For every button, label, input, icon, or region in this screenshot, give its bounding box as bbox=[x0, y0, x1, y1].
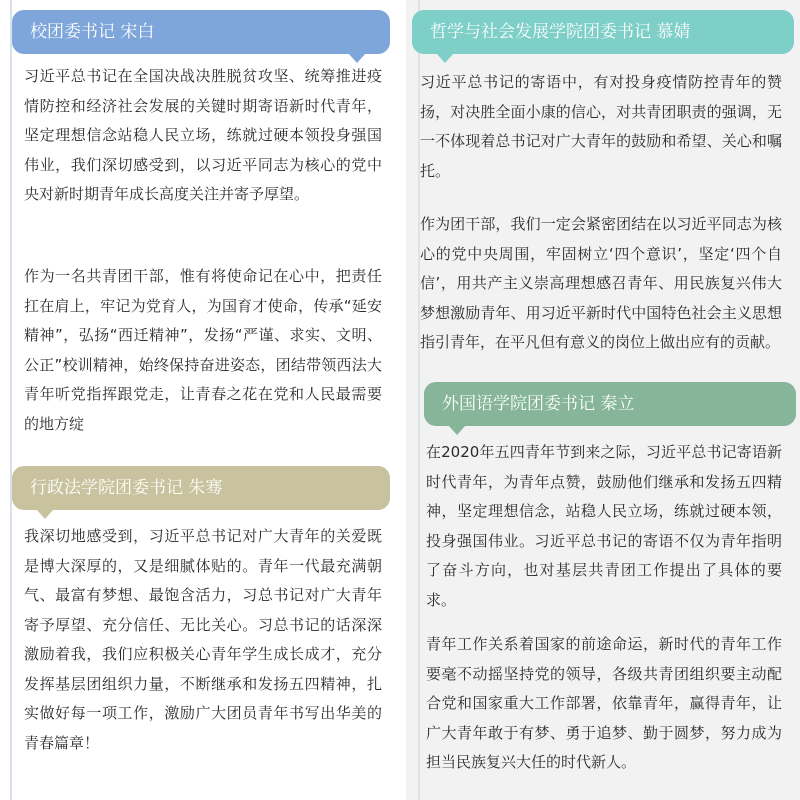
paragraph: 作为一名共青团干部，惟有将使命记在心中，把责任扛在肩上，牢记为党育人，为国育才使命，传承“延安精神”，弘扬“西迁精神”，发扬“严谨、求实、文明、公正”校训精神，始终保持奋进姿态，团结带领西法大青年听党指挥跟党走，让青春之花在党和人民最需要的地方绽 bbox=[24, 267, 382, 433]
section-title-banner bbox=[12, 10, 390, 54]
paragraph: 习近平总书记的寄语中，有对投身疫情防控青年的赞扬，对决胜全面小康的信心，对共青团职责的强调，无一不体现着总书记对广大青年的鼓励和希望、关心和嘱托。 bbox=[420, 73, 782, 180]
paragraph: 习近平总书记在全国决战决胜脱贫攻坚、统筹推进疫情防控和经济社会发展的关键时期寄语新时代青年，坚定理想信念站稳人民立场，练就过硬本领投身强国伟业，我们深切感受到，以习近平同志为核心的党中央对新时期青年成长高度关注并寄予厚望。 bbox=[24, 67, 382, 203]
paragraph: 在2020年五四青年节到来之际，习近平总书记寄语新时代青年，为青年点赞，鼓励他们继承和发扬五四精神，坚定理想信念，站稳人民立场，练就过硬本领，投身强国伟业。习近平总书记的寄语不仅为青年指明了奋斗方向，也对基层共青团工作提出了具体的要求。 bbox=[426, 443, 782, 609]
paragraph: 我深切地感受到，习近平总书记对广大青年的关爱既是博大深厚的，又是细腻体贴的。青年一代最充满朝气、最富有梦想、最饱含活力，习总书记对广大青年寄予厚望、充分信任、无比关心。习总书记的话深深激励着我，我们应积极关心青年学生成长成才，充分发挥基层团组织力量，不断继承和发扬五四精神，扎实做好每一项工作，激励广大团员青年书写出华美的青春篇章！ bbox=[24, 527, 382, 752]
section-title-banner bbox=[424, 382, 796, 426]
section-title: 外国语学院团委书记 秦立 bbox=[442, 394, 635, 414]
left-accent-line bbox=[10, 0, 12, 800]
section-title-banner bbox=[12, 466, 390, 510]
section-title: 行政法学院团委书记 朱骞 bbox=[30, 478, 223, 498]
right-column bbox=[406, 0, 800, 800]
paragraph: 青年工作关系着国家的前途命运，新时代的青年工作要毫不动摇坚持党的领导，各级共青团组织要主动配合党和国家重大工作部署，依靠青年，赢得青年，让广大青年敢于有梦、勇于追梦、勤于圆梦，努力成为担当民族复兴大任的时代新人。 bbox=[426, 635, 782, 771]
section-title: 校团委书记 宋白 bbox=[30, 22, 155, 42]
section-title-banner bbox=[412, 10, 794, 54]
paragraph: 作为团干部，我们一定会紧密团结在以习近平同志为核心的党中央周围，牢固树立‘四个意识’，坚定‘四个自信’，用共产主义崇高理想感召青年、用民族复兴伟大梦想激励青年、用习近平新时代中国特色社会主义思想指引青年，在平凡但有意义的岗位上做出应有的贡献。 bbox=[420, 215, 782, 351]
section-title: 哲学与社会发展学院团委书记 慕婧 bbox=[430, 22, 691, 42]
